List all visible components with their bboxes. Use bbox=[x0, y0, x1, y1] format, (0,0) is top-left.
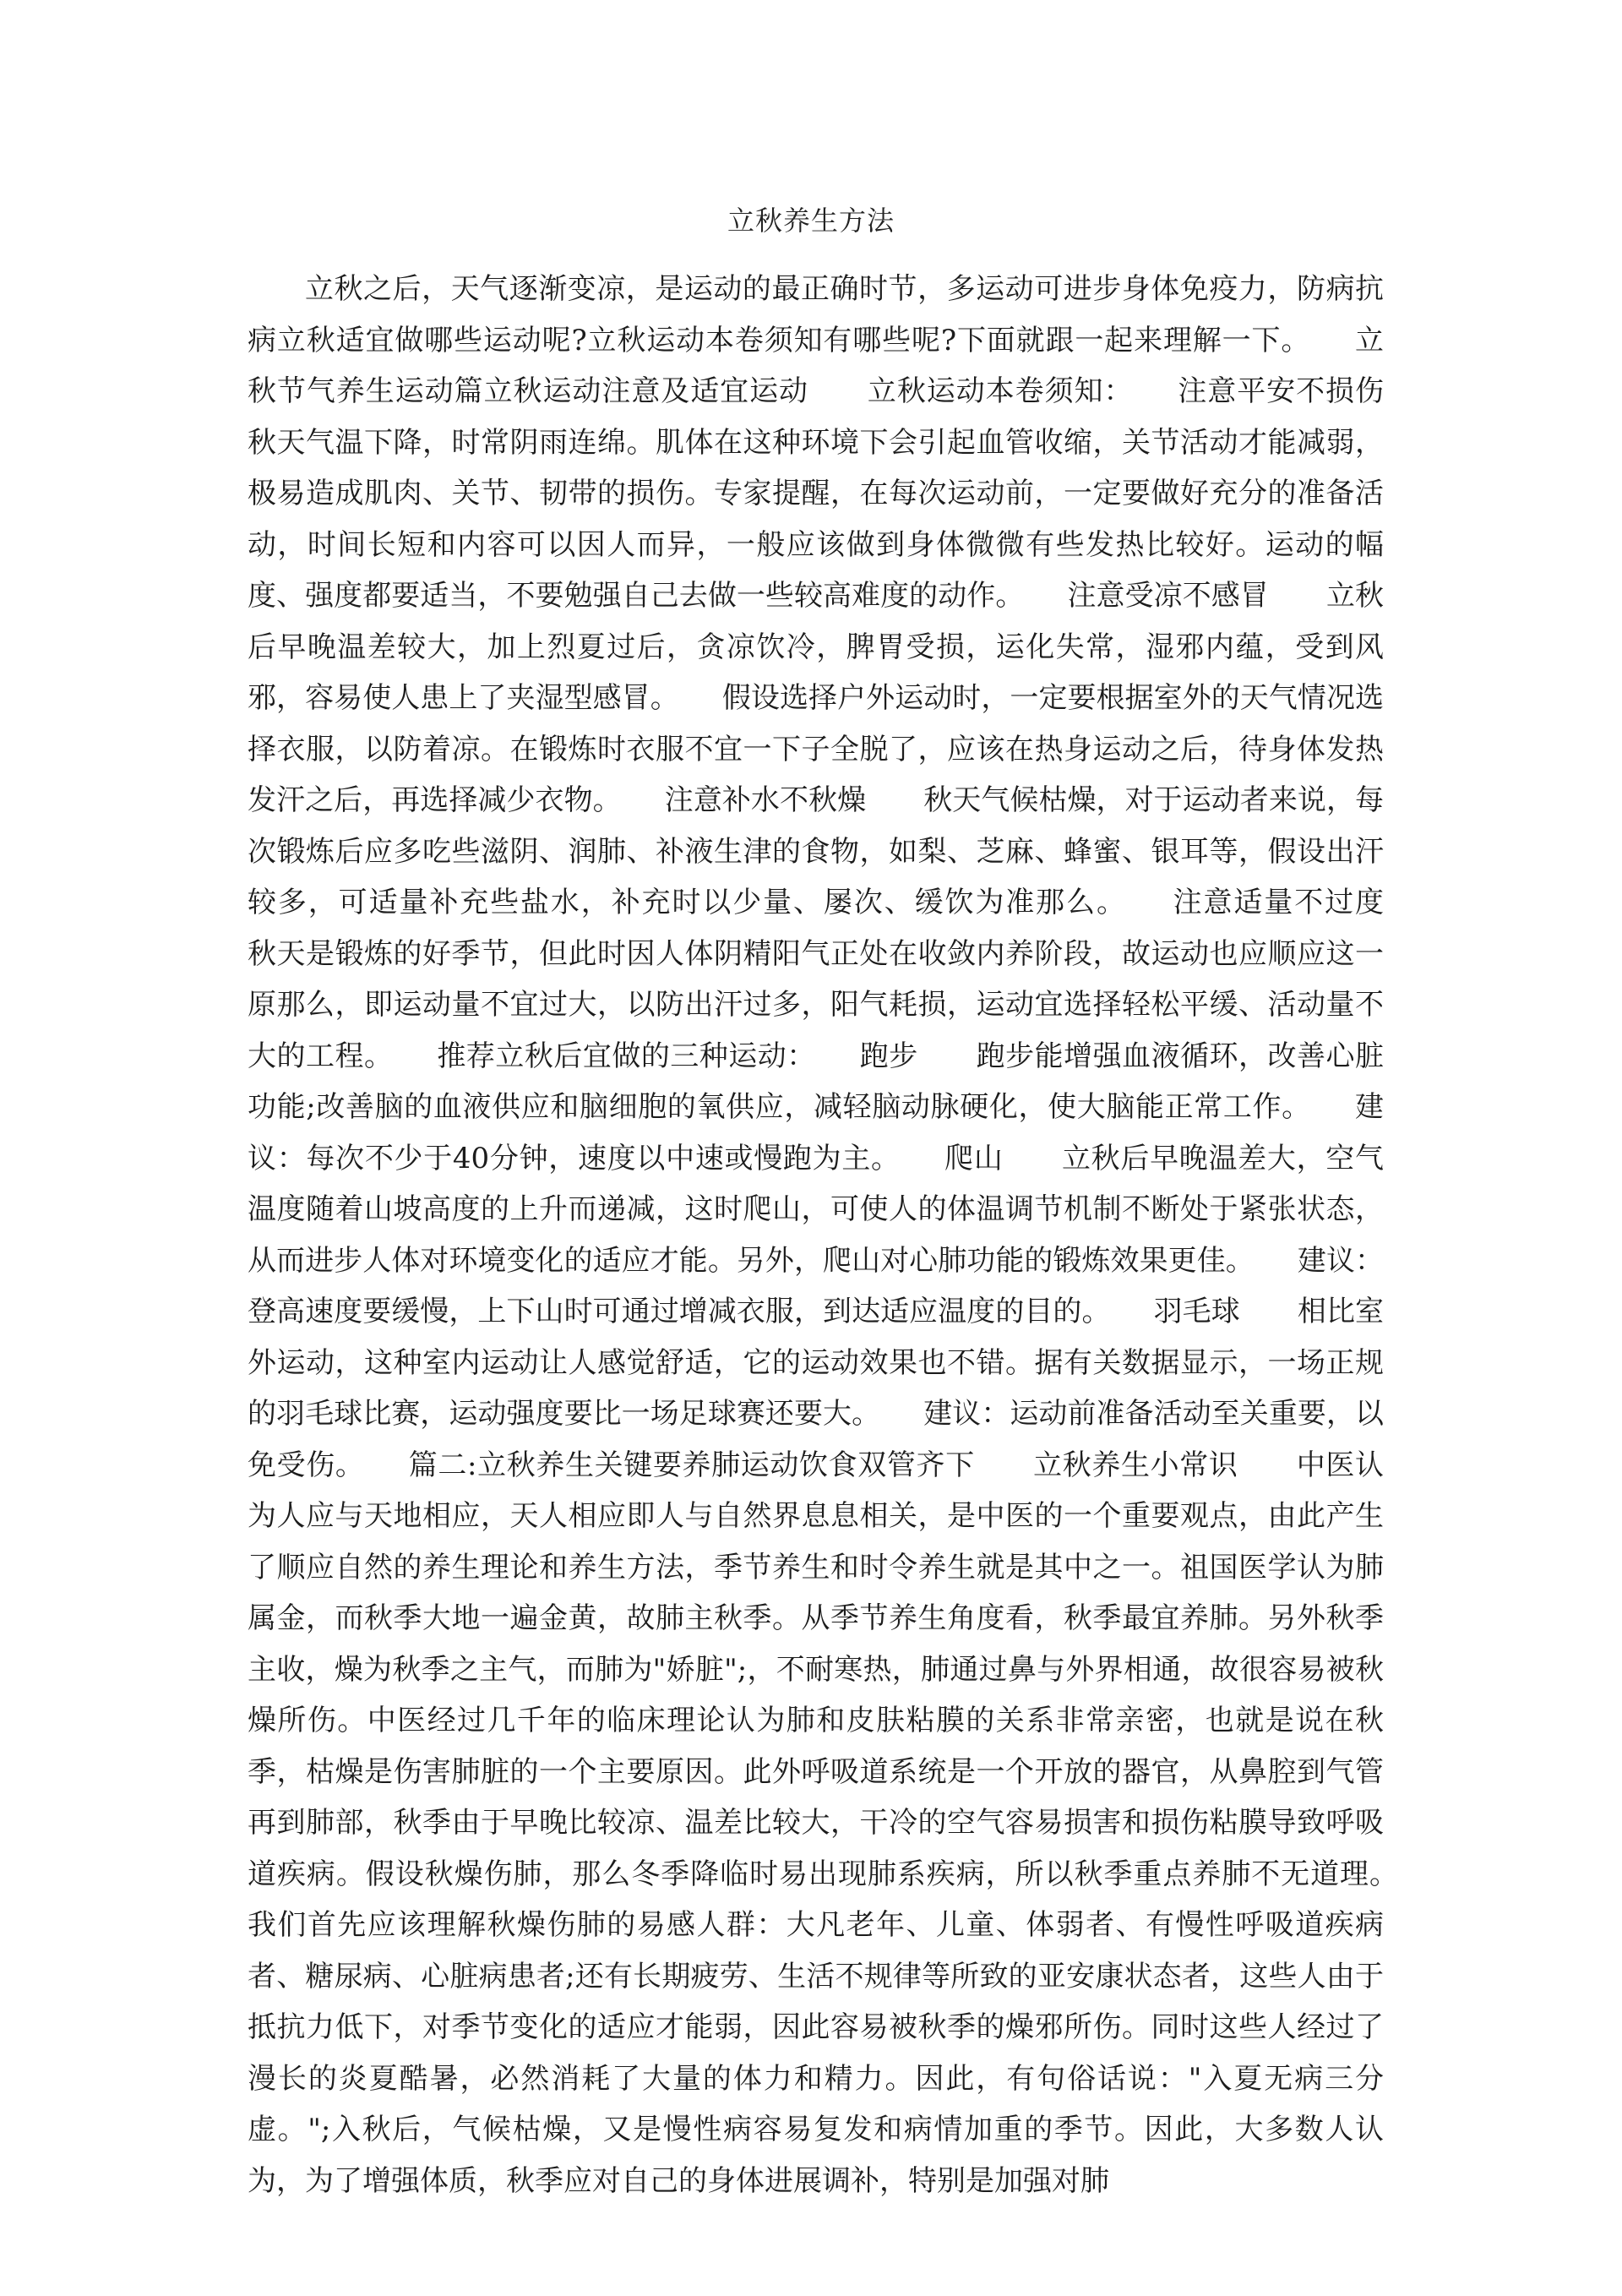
body-text: 立秋之后，天气逐渐变凉，是运动的最正确时节，多运动可进步身体免疫力，防病抗病立秋适宜做哪些运动呢?立秋运动本卷须知有哪些呢?下面就跟一起来理解一下。 立秋节气养生运动篇立秋运动注意及适宜运动 立秋运动本卷须知： 注意平安不损伤 秋天气温下降，时常阴雨连绵。肌体在这种环境下会引起血管收缩，关节活动才能减弱，极易造成肌肉、关节、韧带的损伤。专家提醒，在每次运动前，一定要做好充分的准备活动，时间长短和内容可以因人而异，一般应该做到身体微微有些发热比较好。运动的幅度、强度都要适当，不要勉强自己去做一些较高难度的动作。 注意受凉不感冒 立秋后早晚温差较大，加上烈夏过后，贪凉饮冷，脾胃受损，运化失常，湿邪内蕴，受到风邪，容易使人患上了夹湿型感冒。 假设选择户外运动时，一定要根据室外的天气情况选择衣服，以防着凉。在锻炼时衣服不宜一下子全脱了，应该在热身运动之后，待身体发热发汗之后，再选择减少衣物。 注意补水不秋燥 秋天气候枯燥，对于运动者来说，每次锻炼后应多吃些滋阴、润肺、补液生津的食物，如梨、芝麻、蜂蜜、银耳等，假设出汗较多，可适量补充些盐水，补充时以少量、屡次、缓饮为准那么。 注意适量不过度 秋天是锻炼的好季节，但此时因人体阴精阳气正处在收敛内养阶段，故运动也应顺应这一原那么，即运动量不宜过大，以防出汗过多，阳气耗损，运动宜选择轻松平缓、活动量不大的工程。 推荐立秋后宜做的三种运动： 跑步 跑步能增强血液循环，改善心脏功能;改善脑的血液供应和脑细胞的氧供应，减轻脑动脉硬化，使大脑能正常工作。 建议：每次不少于40分钟，速度以中速或慢跑为主。 爬山 立秋后早晚温差大，空气温度随着山坡高度的上升而递减，这时爬山，可使人的体温调节机制不断处于紧张状态，从而进步人体对环境变化的适应才能。另外，爬山对心肺功能的锻炼效果更佳。 建议：登高速度要缓慢，上下山时可通过增减衣服，到达适应温度的目的。 羽毛球 相比室外运动，这种室内运动让人感觉舒适，它的运动效果也不错。据有关数据显示，一场正规的羽毛球比赛，运动强度要比一场足球赛还要大。 建议：运动前准备活动至关重要，以免受伤。 篇二:立秋养生关键要养肺运动饮食双管齐下 立秋养生小常识 中医认为人应与天地相应，天人相应即人与自然界息息相关，是中医的一个重要观点，由此产生了顺应自然的养生理论和养生方法，季节养生和时令养生就是其中之一。祖国医学认为肺属金，而秋季大地一遍金黄，故肺主秋季。从季节养生角度看，秋季最宜养肺。另外秋季主收，燥为秋季之主气，而肺为"娇脏";，不耐寒热，肺通过鼻与外界相通，故很容易被秋燥所伤。中医经过几千年的临床理论认为肺和皮肤粘膜的关系非常亲密，也就是说在秋季，枯燥是伤害肺脏的一个主要原因。此外呼吸道系统是一个开放的器官，从鼻腔到气管再到肺部，秋季由于早晚比较凉、温差比较大，干冷的空气容易损害和损伤粘膜导致呼吸道疾病。假设秋燥伤肺，那么冬季降临时易出现肺系疾病，所以秋季重点养肺不无道理。 我们首先应该理解秋燥伤肺的易感人群：大凡老年、儿童、体弱者、有慢性呼吸道疾病者、糖尿病、心脏病患者;还有长期疲劳、生活不规律等所致的亚安康状态者，这些人由于抵抗力低下，对季节变化的适应才能弱，因此容易被秋季的燥邪所伤。同时这些人经过了漫长的炎夏酷暑，必然消耗了大量的体力和精力。因此，有句俗话说："入夏无病三分虚。";入秋后，气候枯燥，又是慢性病容易复发和病情加重的季节。因此，大多数人认为，为了增强体质，秋季应对自己的身体进展调补，特别是加强对肺 bbox=[248, 272, 1441, 2198]
page-title: 立秋养生方法 bbox=[727, 205, 895, 237]
